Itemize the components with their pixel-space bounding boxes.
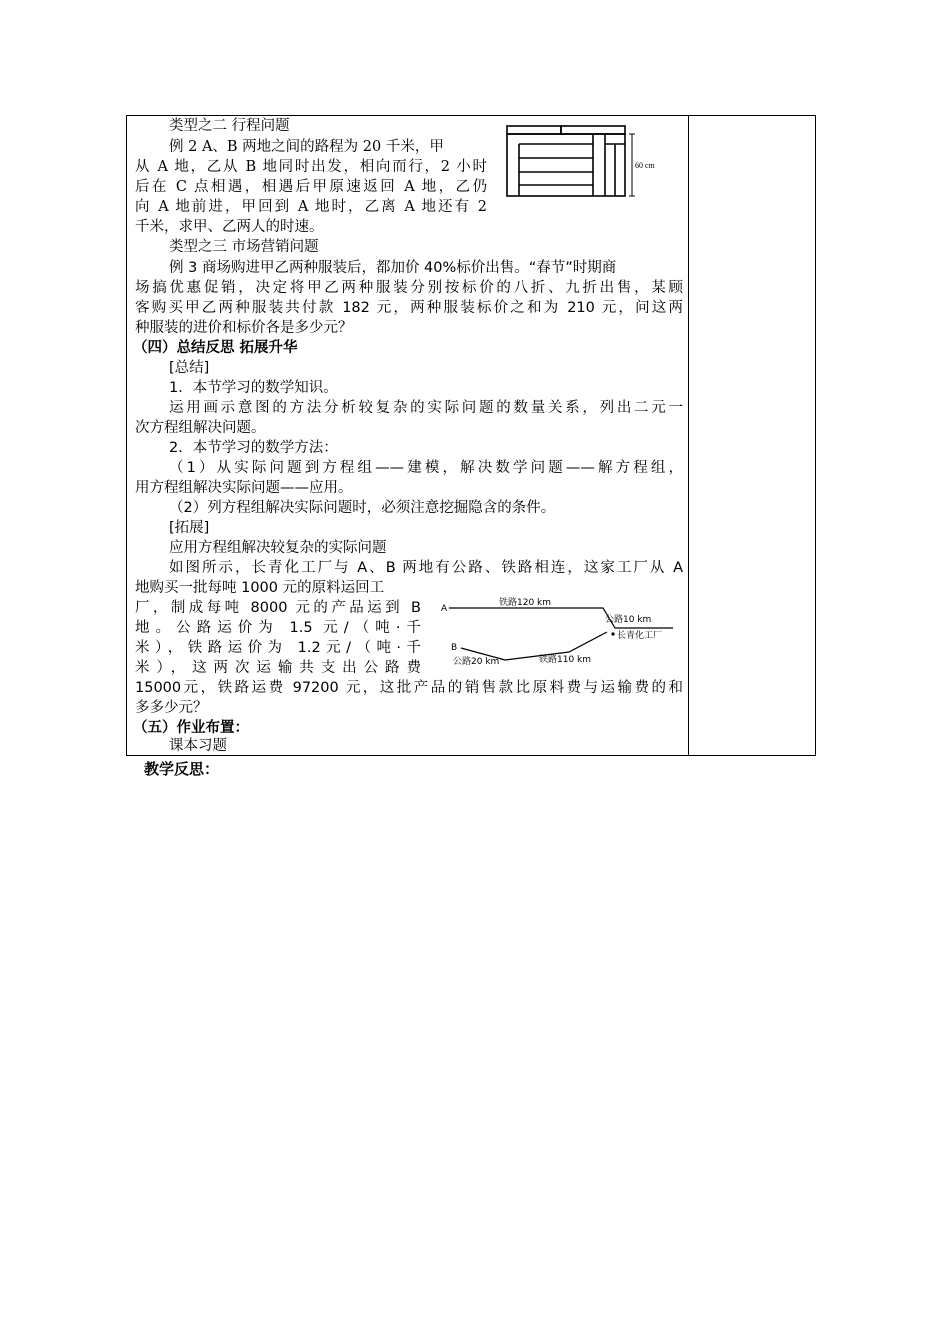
ex2-line2: 从 A 地，乙从 B 地同时出发，相向而行，2 小时 (135, 159, 487, 175)
rectangle-layout-figure (505, 124, 677, 208)
heading-type3: 类型之三 市场营销问题 (169, 239, 319, 255)
method1-line1: （1）从实际问题到方程组——建模，解决数学问题——解方程组， (169, 460, 683, 476)
content-cell (127, 116, 688, 755)
ex3-line1: 例 3 商场购进甲乙两种服装后，都加价 40%标价出售。“春节”时期商 (169, 260, 617, 276)
method1-line2: 用方程组解决实际问题——应用。 (135, 480, 353, 496)
section5-title: （五）作业布置： (133, 720, 249, 736)
expand-line7: 15000元，铁路运费 97200 元，这批产品的销售款比原料费与运输费的和 (135, 680, 683, 696)
dimension-label: 60 cm (635, 161, 655, 170)
ex3-line3: 客购买甲乙两种服装共付款 182 元，两种服装标价之和为 210 元，问这两 (135, 300, 683, 316)
summary-point1: 1．本节学习的数学知识。 (169, 380, 338, 396)
road-bottom-label: 公路20 km (453, 657, 500, 666)
ex2-line4: 向 A 地前进，甲回到 A 地时，乙离 A 地还有 2 (135, 199, 487, 215)
expand-title: 应用方程组解决较复杂的实际问题 (169, 540, 387, 556)
expand-line5: 米），铁路运价为 1.2元/（吨·千 (135, 640, 421, 656)
ex2-line3: 后在 C 点相遇，相遇后甲原速返回 A 地，乙仍 (135, 179, 487, 195)
route-map-figure (439, 596, 687, 666)
point-b-label: B (451, 643, 458, 653)
point-a-label: A (441, 604, 448, 614)
summary-label: [总结] (169, 360, 210, 376)
rail-bottom-label: 铁路110 km (539, 655, 592, 665)
rail-top-label: 铁路120 km (499, 598, 552, 608)
ex3-line4: 种服装的进价和标价各是多少元？ (135, 320, 353, 336)
lesson-table (126, 115, 816, 756)
expand-line2: 地购买一批每吨 1000 元的原料运回工 (135, 580, 385, 596)
section4-title: （四）总结反思 拓展升华 (133, 340, 298, 356)
expand-label: [拓展] (169, 520, 210, 536)
ex2-line1: 例 2 A、B 两地之间的路程为 20 千米，甲 (169, 139, 444, 155)
ex2-line5: 千米，求甲、乙两人的时速。 (135, 219, 324, 235)
road-top-label: 公路10 km (605, 615, 652, 625)
heading-type2: 类型之二 行程问题 (169, 118, 290, 134)
expand-line8: 多多少元？ (135, 700, 208, 716)
homework-text: 课本习题 (169, 738, 227, 754)
point1-text-line2: 次方程组解决问题。 (135, 420, 266, 436)
column-divider (688, 116, 689, 755)
ex3-line2: 场搞优惠促销，决定将甲乙两种服装分别按标价的八折、九折出售，某顾 (135, 280, 683, 296)
expand-line3: 厂，制成每吨 8000 元的产品运到 B (135, 600, 421, 616)
expand-line4: 地。公路运价为 1.5 元/（吨·千 (135, 620, 421, 636)
point1-text-line1: 运用画示意图的方法分析较复杂的实际问题的数量关系，列出二元一 (169, 400, 683, 416)
summary-point2: 2．本节学习的数学方法： (169, 440, 338, 456)
expand-line6: 米），这两次运输共支出公路费 (135, 660, 421, 676)
factory-label: 长青化工厂 (617, 631, 663, 641)
expand-line1: 如图所示，长青化工厂与 A、B 两地有公路、铁路相连，这家工厂从 A (169, 560, 683, 576)
teaching-reflection-label: 教学反思： (144, 760, 220, 778)
method2: （2）列方程组解决实际问题时，必须注意挖掘隐含的条件。 (169, 500, 556, 516)
